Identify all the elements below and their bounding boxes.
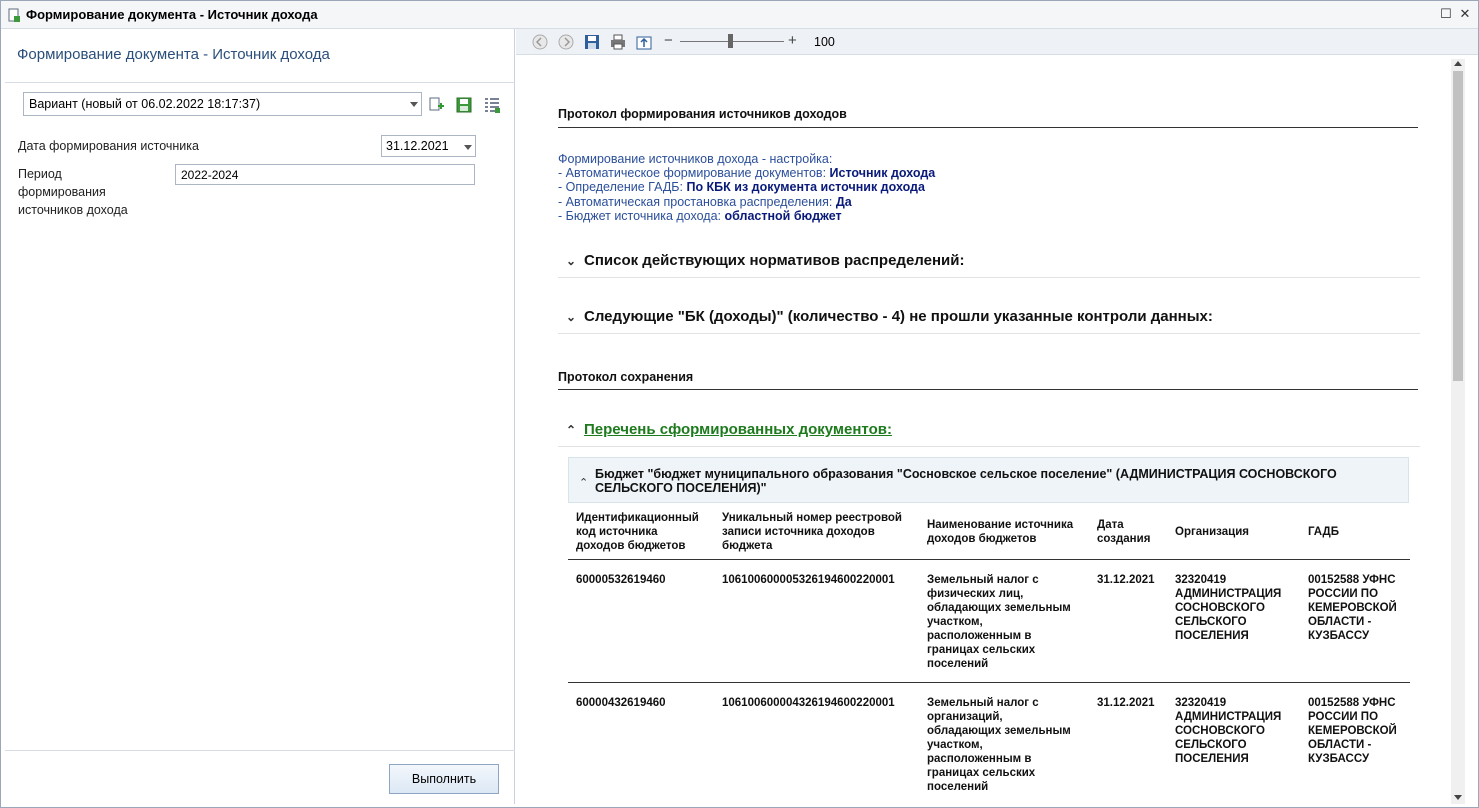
budget-group-header[interactable]: [568, 457, 1409, 503]
left-panel: [5, 29, 515, 804]
cell-org: 32320419 АДМИНИСТРАЦИЯ СОСНОВСКОГО СЕЛЬСКОГО ПОСЕЛЕНИЯ: [1175, 574, 1282, 642]
list-settings-icon[interactable]: [483, 96, 501, 114]
save-variant-icon[interactable]: [455, 96, 473, 114]
divider: [558, 277, 1420, 278]
vertical-scrollbar[interactable]: [1451, 59, 1465, 804]
setting-line: - Автоматическое формирование документов: Источник дохода: [558, 166, 936, 180]
save-icon[interactable]: [583, 33, 601, 51]
scrollbar-thumb[interactable]: [1453, 71, 1463, 381]
period-input[interactable]: [175, 164, 475, 185]
column-header-org: Организация: [1175, 526, 1249, 538]
run-button[interactable]: Выполнить: [389, 764, 499, 794]
column-header-gadb: ГАДБ: [1308, 526, 1339, 538]
chevron-up-icon[interactable]: ⌃: [579, 477, 589, 489]
cell-reg: 106100600004326194600220001: [722, 697, 895, 709]
report-document: [516, 56, 1461, 804]
cell-id: 60000432619460: [576, 697, 666, 709]
zoom-in-button[interactable]: +: [788, 32, 797, 49]
chevron-down-icon[interactable]: ⌄: [566, 254, 577, 268]
left-header: [5, 29, 515, 83]
setting-line: - Бюджет источника дохода: областной бюджет: [558, 209, 842, 223]
zoom-value: 100: [814, 35, 835, 49]
export-icon[interactable]: [635, 33, 653, 51]
panel-title: Формирование документа - Источник дохода: [17, 46, 330, 63]
chevron-down-icon[interactable]: ⌄: [566, 310, 577, 324]
period-label-2: формирования: [18, 185, 106, 199]
chevron-up-icon[interactable]: ⌃: [566, 423, 577, 437]
date-input[interactable]: [381, 135, 476, 157]
setting-line: - Автоматическая простановка распределения: Да: [558, 195, 852, 209]
cell-reg: 106100600005326194600220001: [722, 574, 895, 586]
close-icon[interactable]: ✕: [1459, 6, 1471, 21]
cell-name: Земельный налог с организаций, обладающих земельным участком, расположенным в границах сельских поселений: [927, 697, 1071, 793]
column-header-reg: Уникальный номер реестровой записи источника доходов бюджета: [722, 512, 902, 552]
period-label-3: источников дохода: [18, 203, 128, 217]
date-label: Дата формирования источника: [18, 139, 199, 153]
cell-name: Земельный налог с физических лиц, обладающих земельным участком, расположенным в границах сельских поселений: [927, 574, 1071, 670]
row-divider: [568, 682, 1410, 683]
budget-title: Бюджет "бюджет муниципального образования "Сосновское сельское поселение" (АДМИНИСТРАЦИЯ СОСНОВСКОГО СЕЛЬСКОГО ПОСЕЛЕНИЯ)": [595, 467, 1337, 495]
variant-select[interactable]: [23, 92, 422, 116]
cell-gadb: 00152588 УФНС РОССИИ ПО КЕМЕРОВСКОЙ ОБЛАСТИ - КУЗБАССУ: [1308, 697, 1397, 765]
scroll-down-icon[interactable]: [1454, 795, 1462, 800]
cell-date: 31.12.2021: [1097, 697, 1155, 709]
period-value: 2022-2024: [181, 168, 239, 182]
window-title: Формирование документа - Источник дохода: [26, 7, 318, 22]
cell-gadb: 00152588 УФНС РОССИИ ПО КЕМЕРОВСКОЙ ОБЛАСТИ - КУЗБАССУ: [1308, 574, 1397, 642]
report-panel: [516, 29, 1478, 804]
period-label-1: Период: [18, 167, 62, 181]
chevron-down-icon[interactable]: [464, 145, 472, 150]
cell-id: 60000532619460: [576, 574, 666, 586]
title-bar: [1, 1, 1478, 29]
date-value: 31.12.2021: [386, 139, 449, 153]
column-header-name: Наименование источника доходов бюджетов: [927, 519, 1074, 545]
maximize-icon[interactable]: ☐: [1440, 6, 1452, 21]
table-header-divider: [568, 559, 1410, 560]
setting-line: - Определение ГАДБ: По КБК из документа источник дохода: [558, 180, 925, 194]
forward-icon[interactable]: [557, 33, 575, 51]
divider: [558, 389, 1418, 390]
variant-value: Вариант (новый от 06.02.2022 18:17:37): [29, 97, 261, 111]
new-variant-icon[interactable]: [427, 96, 445, 114]
cell-org: 32320419 АДМИНИСТРАЦИЯ СОСНОВСКОГО СЕЛЬСКОГО ПОСЕЛЕНИЯ: [1175, 697, 1282, 765]
column-header-id: Идентификационный код источника доходов бюджетов: [576, 512, 699, 552]
zoom-slider-thumb[interactable]: [728, 34, 733, 48]
divider: [558, 333, 1420, 334]
zoom-out-button[interactable]: −: [664, 32, 673, 49]
column-header-date: Дата создания: [1097, 519, 1151, 545]
back-icon[interactable]: [531, 33, 549, 51]
save-protocol-title: Протокол сохранения: [558, 370, 694, 384]
divider: [558, 446, 1420, 447]
section-documents[interactable]: ⌃ Перечень сформированных документов:: [566, 421, 892, 438]
scroll-up-icon[interactable]: [1454, 61, 1462, 66]
document-icon: [8, 8, 21, 23]
print-icon[interactable]: [609, 33, 627, 51]
section-norms[interactable]: ⌄ Список действующих нормативов распределений:: [566, 252, 965, 269]
cell-date: 31.12.2021: [1097, 574, 1155, 586]
section-controls[interactable]: ⌄ Следующие "БК (доходы)" (количество - 4) не прошли указанные контроли данных:: [566, 308, 1213, 325]
settings-header: Формирование источников дохода - настройка:: [558, 152, 833, 166]
protocol-title: Протокол формирования источников доходов: [558, 107, 847, 121]
footer-divider: [5, 750, 515, 751]
divider: [558, 127, 1418, 128]
chevron-down-icon[interactable]: [410, 102, 418, 107]
report-toolbar: [516, 29, 1478, 55]
